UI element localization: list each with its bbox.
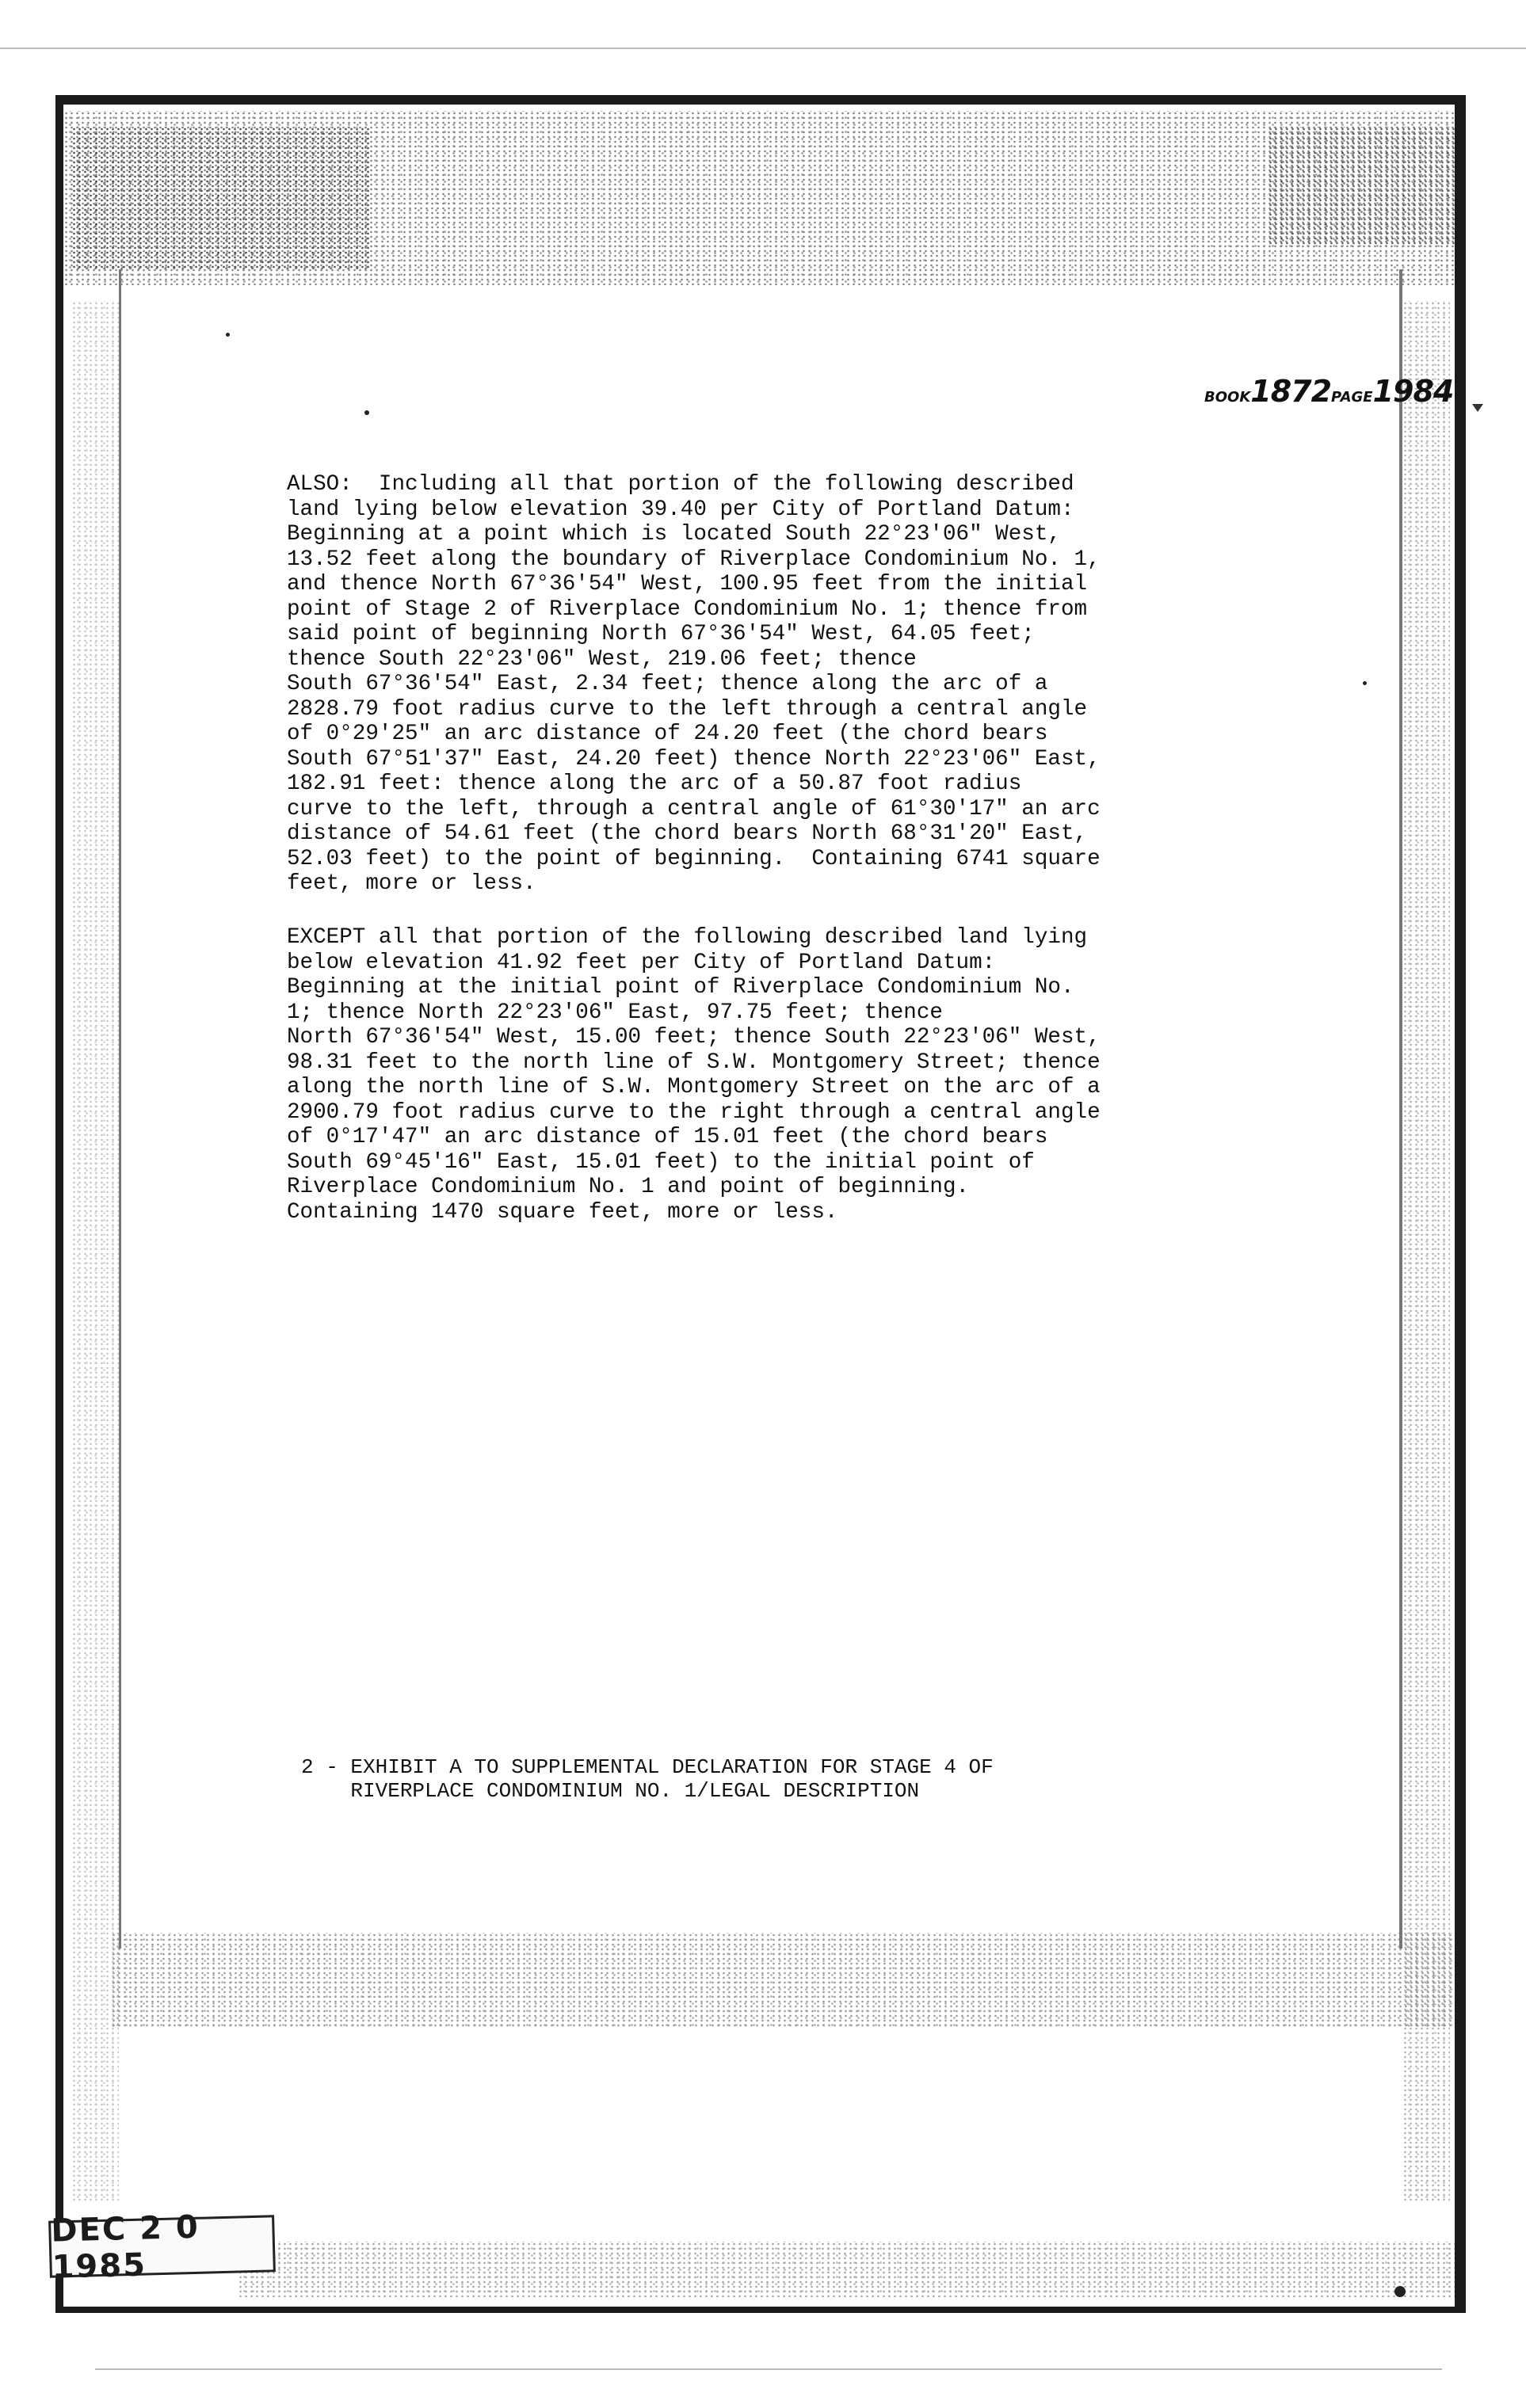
speck — [1363, 681, 1367, 685]
paragraph-line: 52.03 feet) to the point of beginning. Containing 6741 square — [287, 846, 1101, 871]
paragraph-line: below elevation 41.92 feet per City of Portland Datum: — [287, 950, 996, 975]
paragraph-line: ALSO: Including all that portion of the following described — [287, 472, 1074, 497]
scan-top-line — [0, 48, 1526, 49]
paragraph-line: 2828.79 foot radius curve to the left through a central angle — [287, 696, 1088, 722]
paragraph-line: South 69°45'16" East, 15.01 feet) to the initial point of — [287, 1149, 1035, 1175]
book-number: 1872 — [1250, 374, 1332, 409]
paragraph-line: South 67°36'54" East, 2.34 feet; thence along the arc of a — [287, 672, 1048, 696]
paragraph-line: distance of 54.61 feet (the chord bears North 68°31'20" East, — [287, 821, 1088, 846]
paragraph-line: said point of beginning North 67°36'54" West, 64.05 feet; — [287, 622, 1035, 646]
exhibit-caption — [301, 1755, 994, 1803]
book-label: BOOK — [1204, 389, 1251, 406]
book-page-reference — [1204, 374, 1453, 409]
speck — [364, 410, 369, 415]
paragraph-line: 98.31 feet to the north line of S.W. Montgomery Street; thence — [287, 1050, 1101, 1075]
margin-arrow-icon — [1472, 404, 1483, 412]
legal-paragraph-also — [287, 472, 1222, 897]
page-label: PAGE — [1331, 389, 1373, 406]
paragraph-line: North 67°36'54" West, 15.00 feet; thence South 22°23'06" West, — [287, 1025, 1101, 1050]
paragraph-line: thence South 22°23'06" West, 219.06 feet; thence — [287, 646, 917, 672]
paragraph-line: curve to the left, through a central angle of 61°30'17" an arc — [287, 796, 1101, 821]
caption-line-1: 2 - EXHIBIT A TO SUPPLEMENTAL DECLARATION FOR STAGE 4 OF — [301, 1755, 994, 1779]
paragraph-line: along the north line of S.W. Montgomery Street on the arc of a — [287, 1075, 1101, 1099]
paragraph-line: Containing 1470 square feet, more or less. — [287, 1199, 838, 1225]
paragraph-line: 1; thence North 22°23'06" East, 97.75 feet; thence — [287, 1000, 943, 1025]
speck — [1394, 2286, 1406, 2297]
scan-bottom-line — [95, 2368, 1442, 2370]
paragraph-line: Riverplace Condominium No. 1 and point of beginning. — [287, 1175, 970, 1199]
paragraph-line: of 0°17'47" an arc distance of 15.01 feet (the chord bears — [287, 1125, 1048, 1149]
caption-line-2: RIVERPLACE CONDOMINIUM NO. 1/LEGAL DESCRIPTION — [301, 1779, 920, 1803]
paragraph-line: 13.52 feet along the boundary of Riverplace Condominium No. 1, — [287, 547, 1101, 572]
paragraph-line: Beginning at the initial point of Riverplace Condominium No. — [287, 975, 1074, 1000]
paragraph-line: South 67°51'37" East, 24.20 feet) thence North 22°23'06" East, — [287, 746, 1101, 772]
paragraph-line: point of Stage 2 of Riverplace Condominium No. 1; thence from — [287, 596, 1088, 622]
paragraph-line: 182.91 feet: thence along the arc of a 50.87 foot radius — [287, 772, 1022, 796]
legal-paragraph-except — [287, 925, 1222, 1225]
paragraph-line: Beginning at a point which is located South 22°23'06" West, — [287, 522, 1061, 547]
paragraph-line: feet, more or less. — [287, 871, 536, 896]
paragraph-line: and thence North 67°36'54" West, 100.95 feet from the initial — [287, 572, 1088, 596]
paragraph-line: land lying below elevation 39.40 per City of Portland Datum: — [287, 497, 1074, 522]
date-stamp: DEC 2 0 1985 — [48, 2215, 276, 2277]
speck — [226, 333, 230, 337]
paragraph-line: of 0°29'25" an arc distance of 24.20 feet (the chord bears — [287, 722, 1048, 746]
paragraph-line: 2900.79 foot radius curve to the right through a central angle — [287, 1099, 1101, 1125]
page-number: 1984 — [1372, 374, 1454, 409]
paragraph-line: EXCEPT all that portion of the following described land lying — [287, 925, 1088, 950]
